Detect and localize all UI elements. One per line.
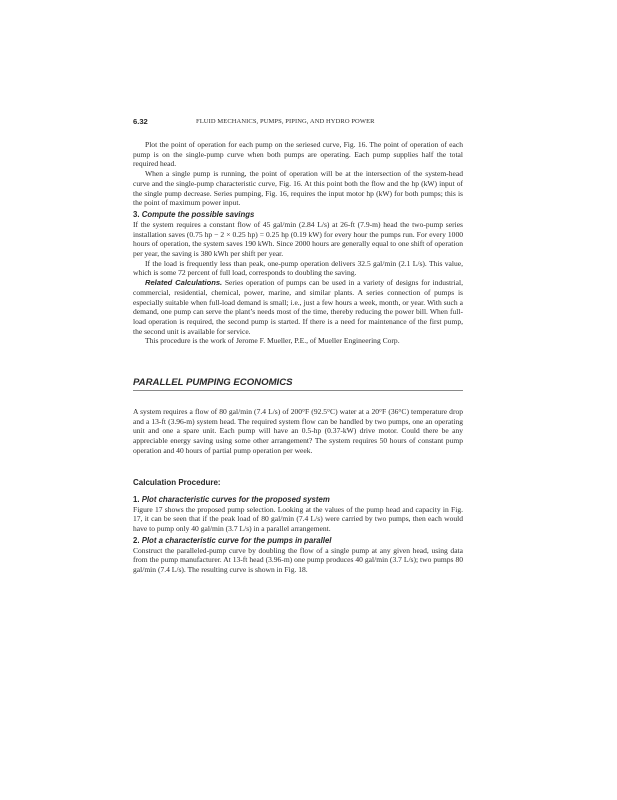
- page-number: 6.32: [133, 117, 148, 126]
- related-calculations-paragraph: [133, 278, 463, 336]
- page-body: [133, 140, 463, 575]
- step-heading-compute-savings: [133, 210, 463, 220]
- step-number: 2.: [133, 535, 140, 545]
- step-number: 3.: [133, 209, 140, 219]
- problem-statement: A system requires a flow of 80 gal/min (7.4 L/s) of 200°F (92.5°C) water at a 20°F (36°C) temperature drop and a 13-ft (3.96-m) system head. The required system flow can be handled by two pumps, one an operating unit and one a spare unit. Each pump will have an 0.5-hp (0.37-kW) drive motor. Could there be any appreciable energy saving using some other arrangement? The system requires 50 hours of constant pump operation and 40 hours of partial pump operation per week.: [133, 407, 463, 455]
- related-calculations-text: Series operation of pumps can be used in a variety of designs for industrial, commercial, residential, chemical, power, marine, and similar plants. A series connection of pumps is especially suitable when full-load demand is small; i.e., just a few hours a week, month, or year. With such a demand, one pump can serve the plant’s needs most of the time, thereby reducing the power bill. When full-load operation is required, the second pump is started. If there is a need for maintenance of the first pump, the second unit is available for service.: [133, 278, 463, 336]
- paragraph: If the load is frequently less than peak, one-pump operation delivers 32.5 gal/min (2.1 L/s). This value, which is some 72 percent of full load, corresponds to doubling the saving.: [133, 258, 463, 278]
- procedure-credit: This procedure is the work of Jerome F. Mueller, P.E., of Mueller Engineering Corp.: [145, 336, 400, 346]
- paragraph: Figure 17 shows the proposed pump selection. Looking at the values of the pump head and capacity in Fig. 17, it can be seen that if the peak load of 80 gal/min (7.4 L/s) were carried by two pumps, then each would have to pump only 40 gal/min (3.7 L/s) in a parallel arrangement.: [133, 504, 463, 533]
- step-title: Plot a characteristic curve for the pumps in parallel: [141, 535, 332, 545]
- step-heading-plot-curves: [133, 495, 463, 505]
- running-head: FLUID MECHANICS, PUMPS, PIPING, AND HYDRO POWER: [196, 118, 375, 125]
- paragraph: Plot the point of operation for each pump on the seriesed curve, Fig. 16. The point of operation of each pump is on the single-pump curve when both pumps are operating. Each pump supplies half the total required head.: [133, 140, 463, 169]
- related-calculations-lead: Related Calculations.: [145, 278, 223, 288]
- paragraph: When a single pump is running, the point of operation will be at the intersection of the system-head curve and the single-pump characteristic curve, Fig. 16. At this point both the flow and the hp (kW) input of the single pump decrease. Series pumping, Fig. 16, requires the input motor hp (kW) for both pumps; this is the point of maximum power input.: [133, 169, 463, 208]
- step-title: Plot characteristic curves for the proposed system: [141, 494, 330, 504]
- step-title: Compute the possible savings: [141, 209, 255, 219]
- step-number: 1.: [133, 494, 140, 504]
- calculation-procedure-heading: Calculation Procedure:: [133, 477, 221, 487]
- paragraph: If the system requires a constant flow of 45 gal/min (2.84 L/s) at 26-ft (7.9-m) head the two-pump series installation saves (0.75 hp − 2 × 0.25 hp) = 0.25 hp (0.19 kW) for every hour the pumps run. For every 1000 hours of operation, the system saves 190 kWh. Since 2000 hours are generally equal to one shift of operation per year, the saving is 380 kWh per shift per year.: [133, 219, 463, 259]
- section-title: PARALLEL PUMPING ECONOMICS: [133, 377, 463, 391]
- paragraph: Construct the paralleled-pump curve by doubling the flow of a single pump at any given head, using data from the pump manufacturer. At 13-ft head (3.96-m) one pump produces 40 gal/min (3.7 L/s); two pumps 80 gal/min (7.4 L/s). The resulting curve is shown in Fig. 18.: [133, 545, 463, 575]
- page-header: [133, 117, 463, 127]
- step-heading-parallel-curve: [133, 536, 463, 546]
